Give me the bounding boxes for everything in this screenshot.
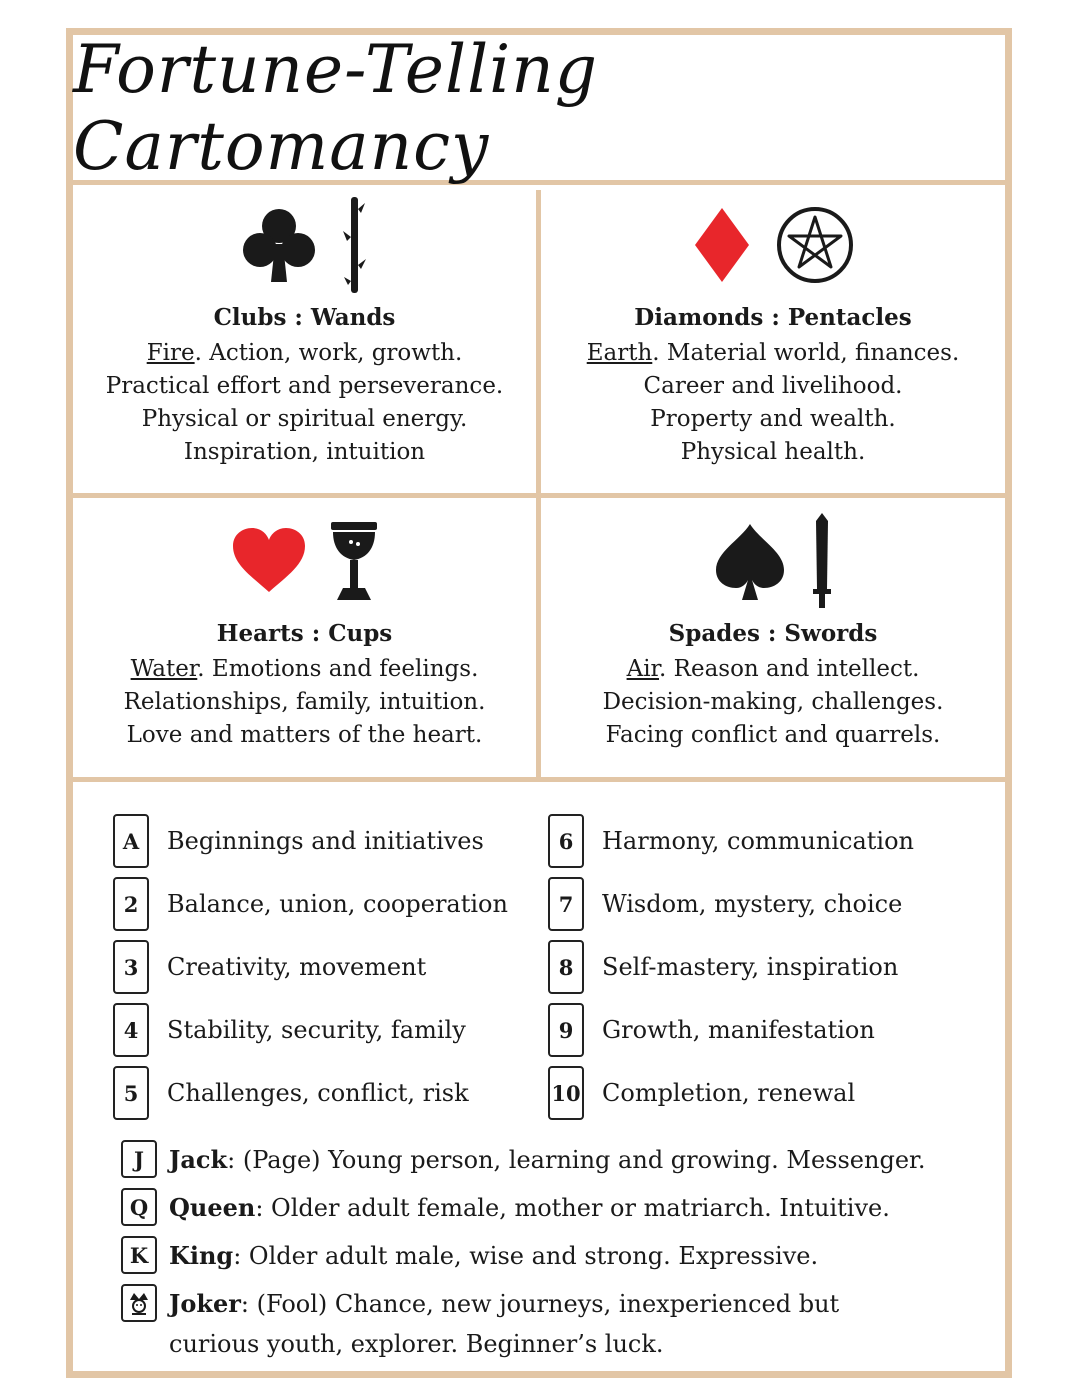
card-number-box: 7 [548,877,584,931]
court-name: Queen [169,1193,256,1222]
card-meaning: Wisdom, mystery, choice [602,890,903,918]
card-number-box: 8 [548,940,584,994]
suit-line: Career and livelihood. [643,373,903,399]
suit-clubs [73,190,536,493]
card-meaning: Self-mastery, inspiration [602,953,899,981]
club-icon [241,204,317,286]
suit-line: Physical or spiritual energy. [141,406,468,432]
court-item-queen [121,1188,890,1228]
suit-description [541,653,1005,752]
spade-icon [712,520,788,602]
card-frame [66,28,1012,1378]
suit-icons [541,506,1005,616]
list-item [548,877,902,931]
page-title: Fortune-Telling Cartomancy [73,30,599,185]
suit-element: Fire [146,340,195,366]
suit-element: Earth [586,340,653,366]
card-number-box: 6 [548,814,584,868]
suit-title: Diamonds : Pentacles [634,304,912,331]
suit-diamonds [541,190,1005,493]
card-meaning: Creativity, movement [167,953,427,981]
suit-element: Water [130,656,198,682]
card-letter-box: J [121,1140,157,1178]
court-item-joker [121,1284,839,1364]
suit-title: Spades : Swords [668,620,878,647]
suit-line: Property and wealth. [650,406,896,432]
suit-keywords: . Emotions and feelings. [197,656,479,682]
court-meaning [169,1188,890,1228]
list-item [113,940,426,994]
card-meaning: Challenges, conflict, risk [167,1079,469,1107]
card-number-box: A [113,814,149,868]
court-meaning [169,1284,839,1364]
sword-icon [810,511,834,611]
court-description: : Older adult male, wise and strong. Expressive. [233,1242,819,1270]
card-meaning: Harmony, communication [602,827,914,855]
suit-line: Physical health. [680,439,866,465]
suit-hearts [73,498,536,778]
court-meaning [169,1140,926,1180]
wand-icon [339,195,369,295]
court-name: King [169,1241,234,1270]
suit-title: Hearts : Cups [216,620,393,647]
list-item [113,1003,466,1057]
suit-keywords: . Action, work, growth. [194,340,463,366]
court-description: : (Fool) Chance, new journeys, inexperienced but [240,1290,840,1318]
court-description: : (Page) Young person, learning and growing. Messenger. [227,1146,926,1174]
card-meaning: Beginnings and initiatives [167,827,484,855]
card-letter-box: Q [121,1188,157,1226]
court-description-continued: curious youth, explorer. Beginner’s luck. [169,1330,664,1358]
list-item [548,940,898,994]
list-item [548,1066,855,1120]
card-number-box: 2 [113,877,149,931]
suit-line: Relationships, family, intuition. [123,689,486,715]
suit-line: Practical effort and perseverance. [105,373,504,399]
list-item [113,1066,469,1120]
suit-line: Inspiration, intuition [183,439,426,465]
suit-icons [541,190,1005,300]
suit-description [541,337,1005,469]
list-item [548,1003,875,1057]
suit-title: Clubs : Wands [213,304,396,331]
suit-line: Love and matters of the heart. [126,722,483,748]
suit-element: Air [626,656,660,682]
suit-description [73,337,536,469]
court-item-jack [121,1140,926,1180]
card-meaning: Growth, manifestation [602,1016,875,1044]
suit-icons [73,506,536,616]
card-number-box: 4 [113,1003,149,1057]
card-meaning: Completion, renewal [602,1079,856,1107]
suit-keywords: . Material world, finances. [652,340,960,366]
list-item [113,877,508,931]
heart-icon [231,526,307,596]
card-number-box: 10 [548,1066,584,1120]
list-item [548,814,914,868]
card-meaning: Stability, security, family [167,1016,466,1044]
suit-icons [73,190,536,300]
card-number-box: 5 [113,1066,149,1120]
card-letter-box: K [121,1236,157,1274]
diamond-icon [691,204,753,286]
court-name: Joker [169,1289,241,1318]
list-item [113,814,484,868]
card-number-box: 3 [113,940,149,994]
suit-description [73,653,536,752]
cup-icon [329,520,379,602]
suit-spades [541,498,1005,778]
pentacle-icon [775,205,855,285]
court-item-king [121,1236,818,1276]
card-meaning: Balance, union, cooperation [167,890,508,918]
card-number-box: 9 [548,1003,584,1057]
suit-line: Decision-making, challenges. [602,689,944,715]
title-row [73,30,1005,185]
suit-line: Facing conflict and quarrels. [605,722,941,748]
suit-keywords: . Reason and intellect. [659,656,920,682]
court-meaning [169,1236,818,1276]
court-name: Jack [169,1145,228,1174]
court-description: : Older adult female, mother or matriarch. Intuitive. [255,1194,890,1222]
joker-icon [121,1284,157,1322]
